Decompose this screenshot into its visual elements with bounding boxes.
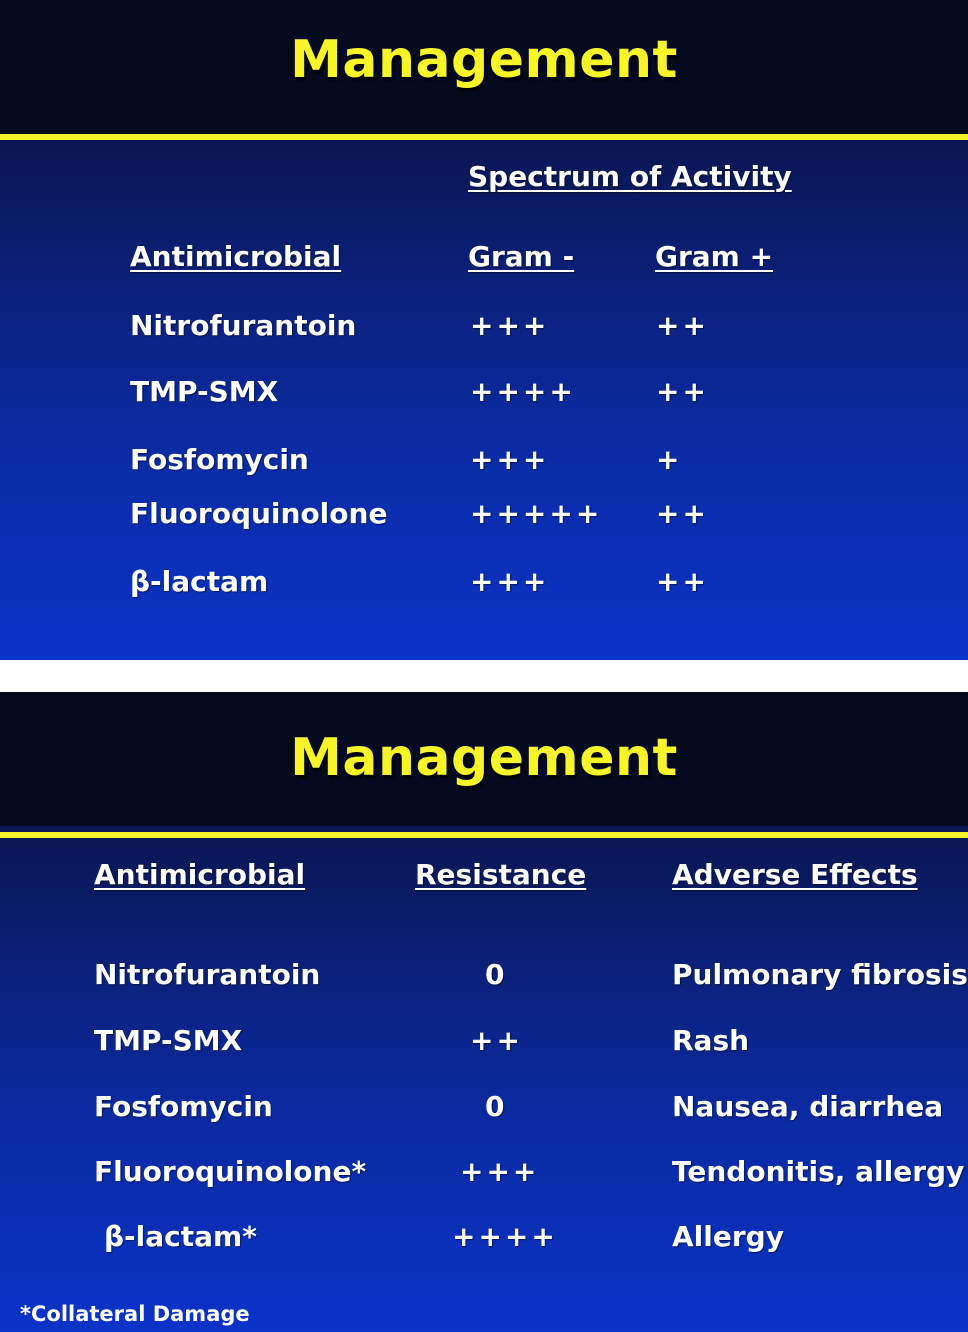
resistance-rating: +++ — [460, 1155, 540, 1188]
slide-title: Management — [290, 728, 678, 788]
adverse-effect: Nausea, diarrhea — [672, 1090, 944, 1123]
drug-name: Nitrofurantoin — [130, 309, 357, 342]
gram-positive-rating: ++ — [656, 375, 709, 408]
adverse-effect: Rash — [672, 1024, 750, 1057]
spectrum-header: Spectrum of Activity — [468, 160, 792, 193]
gram-positive-rating: ++ — [656, 309, 709, 342]
adverse-effect: Tendonitis, allergy — [672, 1155, 965, 1188]
drug-name: Nitrofurantoin — [94, 958, 321, 991]
gram-negative-rating: +++ — [470, 565, 550, 598]
slide-title: Management — [290, 30, 678, 90]
adverse-effect: Allergy — [672, 1220, 784, 1253]
drug-name: Fluoroquinolone* — [94, 1155, 367, 1188]
gram-negative-rating: +++++ — [470, 497, 603, 530]
gram-negative-rating: ++++ — [470, 375, 576, 408]
col-header-gram-positive: Gram + — [655, 240, 774, 273]
gram-negative-rating: +++ — [470, 443, 550, 476]
drug-name: Fluoroquinolone — [130, 497, 388, 530]
col-header-antimicrobial: Antimicrobial — [130, 240, 342, 273]
col-header-gram-negative: Gram - — [468, 240, 575, 273]
title-divider — [0, 832, 968, 838]
slide-spectrum — [0, 0, 968, 660]
gram-positive-rating: ++ — [656, 497, 709, 530]
drug-name: Fosfomycin — [130, 443, 309, 476]
col-header-adverse-effects: Adverse Effects — [672, 858, 918, 891]
drug-name: TMP-SMX — [94, 1024, 243, 1057]
drug-name: β-lactam — [130, 565, 269, 598]
col-header-antimicrobial: Antimicrobial — [94, 858, 306, 891]
footnote: *Collateral Damage — [20, 1302, 250, 1326]
gram-positive-rating: + — [656, 443, 683, 476]
gram-positive-rating: ++ — [656, 565, 709, 598]
gram-negative-rating: +++ — [470, 309, 550, 342]
resistance-rating: 0 — [485, 1090, 508, 1123]
drug-name: β-lactam* — [104, 1220, 257, 1253]
resistance-rating: ++ — [470, 1024, 523, 1057]
drug-name: Fosfomycin — [94, 1090, 273, 1123]
title-divider — [0, 134, 968, 140]
resistance-rating: ++++ — [452, 1220, 558, 1253]
adverse-effect: Pulmonary fibrosis — [672, 958, 968, 991]
slide-resistance — [0, 692, 968, 1332]
col-header-resistance: Resistance — [415, 858, 587, 891]
drug-name: TMP-SMX — [130, 375, 279, 408]
resistance-rating: 0 — [485, 958, 508, 991]
